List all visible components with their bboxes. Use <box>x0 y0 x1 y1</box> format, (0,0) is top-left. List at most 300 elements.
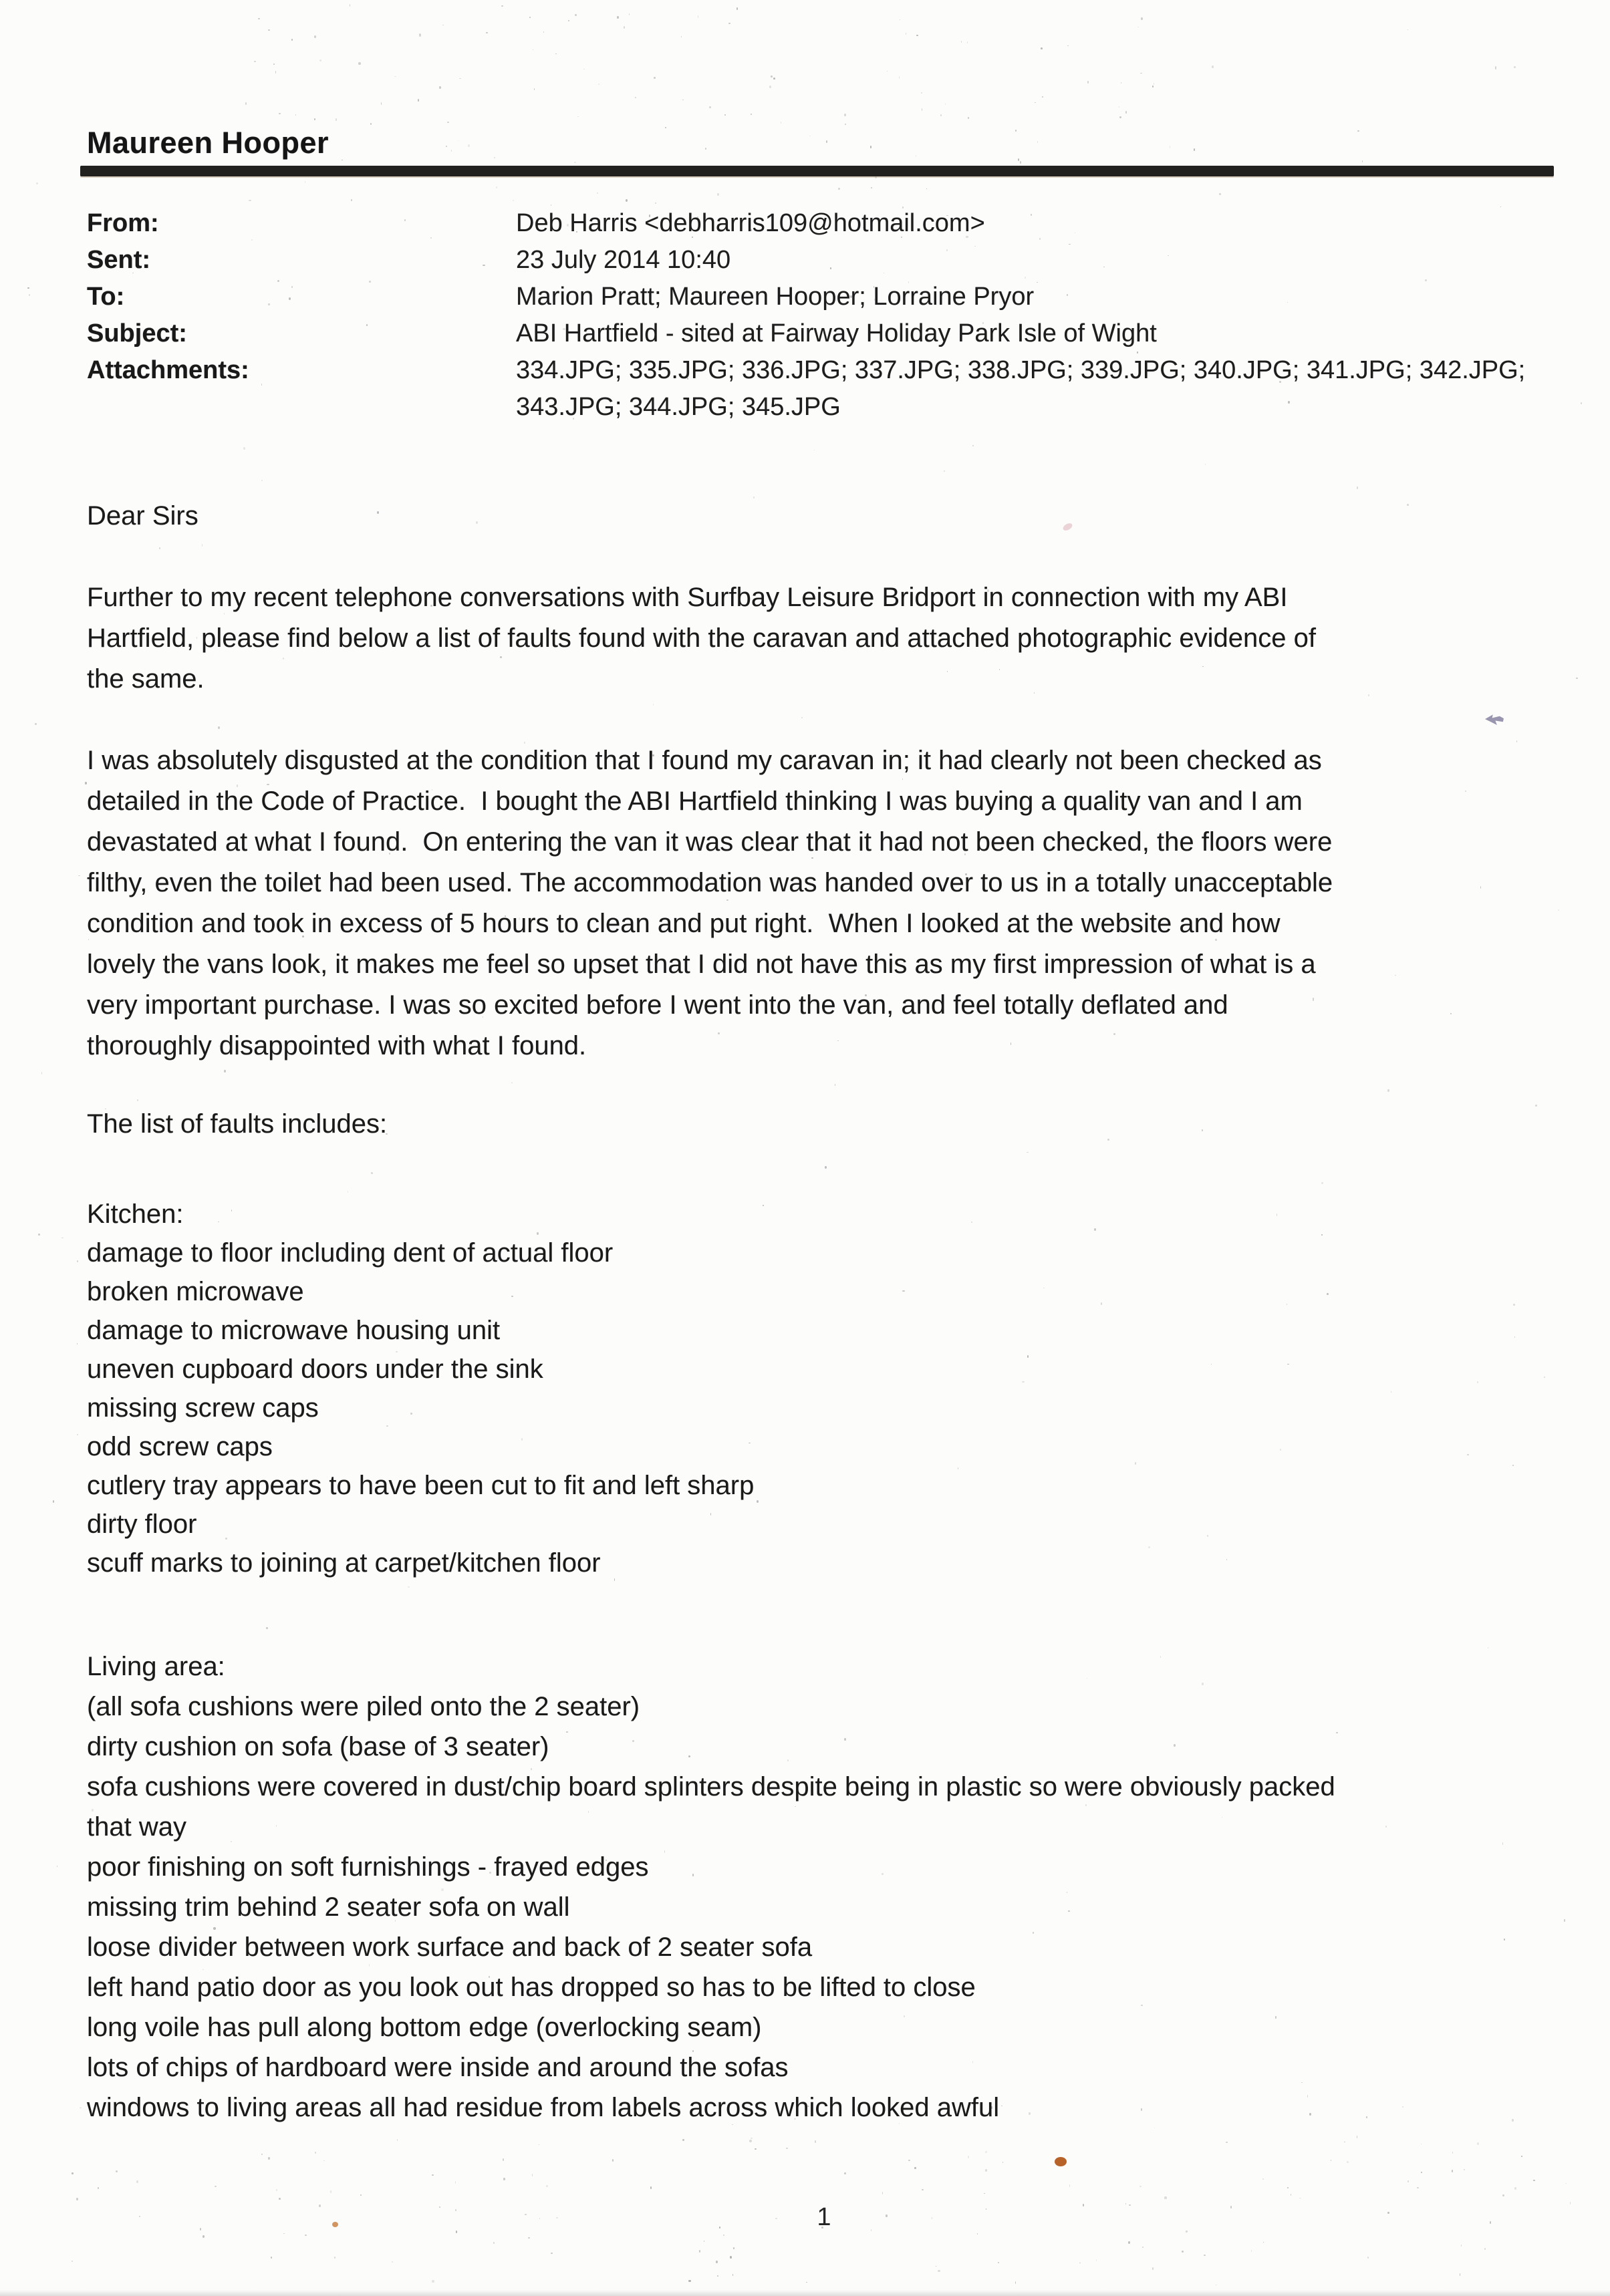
field-label: Attachments: <box>87 356 249 384</box>
noise-speck <box>1387 2212 1389 2214</box>
noise-speck <box>617 16 619 19</box>
noise-speck <box>1212 65 1214 67</box>
fault-item: that way <box>87 1812 186 1842</box>
noise-speck <box>1069 2184 1070 2187</box>
noise-speck <box>612 2159 614 2162</box>
noise-speck <box>1219 193 1221 195</box>
noise-speck <box>1035 102 1036 103</box>
field-value <box>516 279 1034 315</box>
noise-speck <box>446 146 447 147</box>
noise-speck <box>908 2160 910 2161</box>
noise-speck <box>1015 130 1017 132</box>
noise-speck <box>1205 464 1206 465</box>
noise-speck <box>78 875 80 876</box>
noise-speck <box>972 445 974 446</box>
noise-speck <box>577 116 578 117</box>
noise-speck <box>922 2189 924 2190</box>
salutation-and-intro <box>87 496 1597 1066</box>
noise-speck <box>1262 2178 1264 2180</box>
noise-speck <box>1477 2142 1479 2145</box>
noise-speck <box>709 106 711 108</box>
noise-speck <box>977 2233 978 2235</box>
header-rule <box>80 166 1554 176</box>
noise-speck <box>984 2193 985 2194</box>
noise-speck <box>319 2204 321 2206</box>
noise-speck <box>1164 2196 1166 2198</box>
noise-speck <box>1367 2257 1369 2258</box>
noise-speck <box>77 1343 78 1345</box>
blank-line <box>87 537 1597 577</box>
noise-speck <box>1137 27 1139 28</box>
noise-speck <box>1015 2281 1016 2284</box>
noise-speck <box>597 192 599 193</box>
noise-speck <box>1514 66 1516 68</box>
noise-speck <box>501 5 503 7</box>
noise-speck <box>283 2233 285 2234</box>
fault-item: uneven cupboard doors under the sink <box>87 1354 543 1384</box>
noise-speck <box>203 2235 205 2237</box>
noise-speck <box>1119 116 1121 118</box>
noise-speck <box>258 18 260 19</box>
noise-speck <box>968 2156 969 2158</box>
noise-speck <box>556 2217 558 2219</box>
noise-speck <box>555 53 557 54</box>
noise-speck <box>1139 2186 1142 2187</box>
noise-speck <box>53 1500 54 1503</box>
fault-item: left hand patio door as you look out has dropped so has to be lifted to close <box>87 1973 976 2002</box>
field-row <box>87 279 1525 315</box>
noise-speck <box>455 2209 456 2210</box>
noise-speck <box>1152 86 1154 88</box>
noise-speck <box>314 118 315 120</box>
noise-speck <box>215 2186 216 2187</box>
noise-speck <box>914 2167 916 2169</box>
field-label: Sent: <box>87 246 150 274</box>
noise-speck <box>27 287 29 289</box>
noise-speck <box>1570 2202 1571 2204</box>
body-line: filthy, even the toilet had been used. The accommodation was handed over to us in a totally unacceptable <box>87 868 1333 897</box>
noise-speck <box>723 2235 724 2236</box>
noise-speck <box>1407 29 1409 30</box>
noise-speck <box>72 2261 73 2262</box>
noise-speck <box>775 2218 777 2219</box>
noise-speck <box>370 123 372 125</box>
body-line: thoroughly disappointed with what I found. <box>87 1031 587 1060</box>
noise-speck <box>882 2192 884 2194</box>
noise-speck <box>447 122 449 124</box>
noise-speck <box>539 2218 540 2219</box>
noise-speck <box>76 2198 78 2200</box>
noise-speck <box>755 2148 757 2150</box>
noise-speck <box>635 97 636 98</box>
noise-speck <box>698 15 699 18</box>
noise-speck <box>1357 486 1358 489</box>
noise-speck <box>1140 73 1142 74</box>
noise-speck <box>1041 47 1043 49</box>
field-label: Subject: <box>87 319 187 347</box>
noise-speck <box>1096 2259 1097 2261</box>
noise-speck <box>1020 161 1021 164</box>
noise-speck <box>459 78 461 80</box>
noise-speck <box>1018 158 1019 161</box>
kitchen-faults <box>87 1195 1597 1582</box>
noise-speck <box>733 2247 735 2249</box>
noise-speck <box>751 114 752 115</box>
noise-speck <box>41 1072 43 1074</box>
fault-item: lots of chips of hardboard were inside and around the sofas <box>87 2053 789 2082</box>
noise-speck <box>1194 148 1195 151</box>
noise-speck <box>268 29 270 31</box>
noise-speck <box>730 2256 732 2259</box>
noise-speck <box>1344 2142 1345 2143</box>
email-header-fields <box>87 205 1525 426</box>
noise-speck <box>1037 141 1038 143</box>
noise-speck <box>525 2214 527 2215</box>
field-label: To: <box>87 283 125 311</box>
noise-speck <box>1182 2251 1184 2253</box>
noise-speck <box>624 26 625 28</box>
noise-speck <box>323 2160 325 2162</box>
field-row <box>87 352 1525 426</box>
noise-speck <box>394 76 396 78</box>
noise-speck <box>1464 2169 1465 2170</box>
noise-speck <box>749 2140 751 2142</box>
noise-speck <box>35 723 37 725</box>
noise-speck <box>291 39 293 41</box>
noise-speck <box>38 1234 40 1236</box>
noise-speck <box>439 86 441 89</box>
noise-speck <box>1027 1152 1029 1153</box>
noise-speck <box>319 59 321 61</box>
noise-speck <box>279 2198 281 2200</box>
noise-speck <box>844 114 846 116</box>
noise-speck <box>1581 402 1582 404</box>
noise-speck <box>717 2275 718 2277</box>
noise-speck <box>916 35 918 37</box>
noise-speck <box>719 2227 720 2229</box>
noise-speck <box>1142 2247 1144 2248</box>
noise-speck <box>77 1434 78 1435</box>
orange-speck-artifact <box>332 2222 338 2227</box>
noise-speck <box>1407 2180 1410 2182</box>
noise-speck <box>139 2216 140 2217</box>
noise-speck <box>985 2169 987 2172</box>
fault-item: scuff marks to joining at carpet/kitchen floor <box>87 1548 601 1578</box>
noise-speck <box>538 2144 539 2145</box>
noise-speck <box>29 294 30 296</box>
body-line: condition and took in excess of 5 hours to clean and put right. When I looked at the website and how <box>87 909 1281 938</box>
fault-item: dirty floor <box>87 1510 197 1539</box>
noise-speck <box>568 20 570 21</box>
noise-speck <box>351 199 352 200</box>
noise-speck <box>717 193 719 196</box>
noise-speck <box>273 63 275 65</box>
noise-speck <box>279 113 281 115</box>
noise-speck <box>1287 2187 1289 2188</box>
noise-speck <box>72 2172 73 2174</box>
noise-speck <box>268 2157 270 2160</box>
noise-speck <box>381 102 382 104</box>
field-value <box>516 242 730 279</box>
noise-speck <box>815 2140 816 2143</box>
noise-speck <box>682 2139 684 2141</box>
noise-speck <box>36 182 38 184</box>
noise-speck <box>1204 2255 1205 2256</box>
noise-speck <box>1533 2180 1535 2181</box>
noise-speck <box>330 2190 331 2193</box>
noise-speck <box>575 14 577 16</box>
noise-speck <box>845 124 846 125</box>
noise-speck <box>967 41 968 43</box>
noise-speck <box>998 2262 999 2263</box>
noise-speck <box>716 2261 718 2263</box>
noise-speck <box>1125 2203 1126 2204</box>
noise-speck <box>1387 1089 1389 1091</box>
noise-speck <box>773 78 775 80</box>
noise-speck <box>439 2206 440 2208</box>
noise-speck <box>838 188 840 190</box>
noise-speck <box>314 35 316 38</box>
noise-speck <box>371 1172 373 1174</box>
field-value <box>516 352 1525 426</box>
fault-item: long voile has pull along bottom edge (overlocking seam) <box>87 2013 762 2042</box>
noise-speck <box>243 447 245 450</box>
noise-speck <box>844 2172 846 2174</box>
noise-speck <box>1067 45 1068 47</box>
noise-speck <box>116 2170 118 2172</box>
body-line: Further to my recent telephone conversations with Surfbay Leisure Bridport in connection with my ABI <box>87 583 1288 612</box>
noise-speck <box>1362 160 1363 162</box>
noise-speck <box>1347 2161 1349 2163</box>
noise-speck <box>455 2181 456 2184</box>
noise-speck <box>532 2174 533 2176</box>
noise-speck <box>1521 2156 1522 2157</box>
fault-item: missing screw caps <box>87 1393 319 1423</box>
noise-speck <box>875 176 877 178</box>
noise-speck <box>1321 1182 1323 1184</box>
noise-speck <box>732 2274 734 2275</box>
fault-item: cutlery tray appears to have been cut to fit and left sharp <box>87 1471 755 1500</box>
noise-speck <box>266 1627 268 1628</box>
noise-speck <box>705 148 706 150</box>
noise-speck <box>534 88 535 90</box>
field-row <box>87 242 1525 279</box>
noise-speck <box>1417 2187 1419 2188</box>
noise-speck <box>276 2189 277 2191</box>
noise-speck <box>261 2154 263 2155</box>
noise-speck <box>98 2187 99 2189</box>
noise-speck <box>1452 2170 1454 2172</box>
fault-item: sofa cushions were covered in dust/chip board splinters despite being in plastic so were obviously packed <box>87 1772 1335 1802</box>
noise-speck <box>626 199 628 202</box>
fault-section-heading: Kitchen: <box>87 1199 184 1229</box>
noise-speck <box>360 2194 362 2195</box>
noise-speck <box>945 103 946 105</box>
noise-speck <box>358 62 360 65</box>
noise-speck <box>598 84 599 85</box>
noise-speck <box>1251 2250 1252 2253</box>
noise-speck <box>1495 66 1496 69</box>
fault-item: (all sofa cushions were piled onto the 2 seater) <box>87 1692 640 1721</box>
noise-speck <box>468 144 470 147</box>
noise-speck <box>334 2257 336 2259</box>
noise-speck <box>1484 2248 1486 2250</box>
noise-speck <box>305 2235 307 2236</box>
noise-speck <box>1357 130 1359 132</box>
noise-speck <box>986 2208 987 2210</box>
noise-speck <box>1087 81 1089 84</box>
noise-speck <box>1083 2204 1084 2206</box>
noise-speck <box>724 114 726 116</box>
field-label: From: <box>87 209 159 237</box>
noise-speck <box>985 2151 987 2153</box>
noise-speck <box>392 2261 393 2263</box>
page-number: 1 <box>817 2203 831 2231</box>
noise-speck <box>1565 2183 1567 2184</box>
fault-item: damage to microwave housing unit <box>87 1316 501 1345</box>
fault-item: dirty cushion on sofa (base of 3 seater) <box>87 1732 549 1761</box>
noise-speck <box>1079 2262 1081 2264</box>
noise-speck <box>870 146 871 148</box>
noise-speck <box>137 1099 139 1101</box>
noise-speck <box>1128 2241 1130 2243</box>
noise-speck <box>1186 2231 1188 2232</box>
noise-speck <box>1152 2267 1154 2270</box>
noise-speck <box>688 2280 690 2282</box>
noise-speck <box>932 2217 933 2220</box>
noise-speck <box>1452 2152 1453 2154</box>
noise-speck <box>825 1166 827 1169</box>
noise-speck <box>254 61 256 62</box>
fault-item: odd screw caps <box>87 1432 273 1461</box>
blank-line <box>87 700 1597 740</box>
noise-speck <box>494 157 495 158</box>
fault-item: broken microwave <box>87 1277 304 1306</box>
noise-speck <box>1170 146 1171 148</box>
body-line: the same. <box>87 664 205 694</box>
noise-speck <box>528 2237 530 2239</box>
noise-speck <box>806 2282 808 2283</box>
noise-speck <box>665 127 666 128</box>
fault-item: missing trim behind 2 seater sofa on wall <box>87 1892 570 1922</box>
noise-speck <box>496 186 497 188</box>
noise-speck <box>1125 111 1127 114</box>
noise-speck <box>295 114 296 116</box>
noise-speck <box>655 202 657 204</box>
noise-speck <box>736 7 738 10</box>
noise-speck <box>1514 2187 1516 2190</box>
noise-speck <box>926 188 927 189</box>
noise-speck <box>921 92 922 94</box>
noise-speck <box>511 1083 513 1084</box>
fault-item: windows to living areas all had residue from labels across which looked awful <box>87 2093 1000 2122</box>
noise-speck <box>271 2257 272 2259</box>
fault-item: poor finishing on soft furnishings - frayed edges <box>87 1852 649 1882</box>
noise-speck <box>1502 2194 1504 2197</box>
field-value-line: Marion Pratt; Maureen Hooper; Lorraine Pryor <box>516 283 1035 311</box>
noise-speck <box>944 470 945 472</box>
noise-speck <box>503 2158 504 2161</box>
noise-speck <box>458 140 460 141</box>
noise-speck <box>1461 2245 1462 2247</box>
noise-speck <box>315 2152 317 2154</box>
body-line: Hartfield, please find below a list of faults found with the caravan and attached photographic evidence of <box>87 623 1316 653</box>
orange-dot-artifact <box>1055 2157 1067 2166</box>
noise-speck <box>432 2280 434 2283</box>
noise-speck <box>1042 96 1043 98</box>
noise-speck <box>397 2139 398 2141</box>
field-value-line: ABI Hartfield - sited at Fairway Holiday Park Isle of Wight <box>516 319 1157 347</box>
noise-speck <box>275 71 276 74</box>
noise-speck <box>451 150 452 152</box>
noise-speck <box>940 114 942 116</box>
noise-speck <box>1121 82 1122 84</box>
body-line: I was absolutely disgusted at the condition that I found my caravan in; it had clearly not been checked as <box>87 746 1322 775</box>
noise-speck <box>419 33 421 36</box>
noise-speck <box>938 2270 940 2272</box>
noise-speck <box>1490 2221 1491 2224</box>
noise-speck <box>1141 17 1142 20</box>
noise-speck <box>136 2180 138 2183</box>
field-value-line: Deb Harris <debharris109@hotmail.com> <box>516 209 985 237</box>
noise-speck <box>224 1070 226 1072</box>
noise-speck <box>899 76 900 79</box>
fault-section-heading: Living area: <box>87 1652 225 1681</box>
noise-speck <box>574 162 576 163</box>
noise-speck <box>546 2185 548 2187</box>
field-value <box>516 205 985 242</box>
field-value-line: 23 July 2014 10:40 <box>516 246 731 274</box>
body-line: detailed in the Code of Practice. I bought the ABI Hartfield thinking I was buying a quality van and I am <box>87 786 1303 816</box>
noise-speck <box>654 77 656 79</box>
noise-speck <box>769 86 771 88</box>
noise-speck <box>432 2174 434 2176</box>
fault-section-heading: The list of faults includes: <box>87 1109 388 1139</box>
noise-speck <box>543 31 544 33</box>
field-row <box>87 315 1525 352</box>
noise-speck <box>493 2242 495 2244</box>
noise-speck <box>650 2186 652 2188</box>
noise-speck <box>61 1238 63 1239</box>
body-line: very important purchase. I was so excited before I went into the van, and feel totally deflated and <box>87 990 1228 1020</box>
noise-speck <box>771 76 773 78</box>
noise-speck <box>1129 2204 1131 2206</box>
noise-speck <box>728 23 730 24</box>
noise-speck <box>961 41 962 43</box>
living-area-faults <box>87 1646 1597 2128</box>
noise-speck <box>418 99 419 101</box>
noise-speck <box>1230 2206 1232 2208</box>
noise-speck <box>513 200 515 201</box>
noise-speck <box>786 2148 788 2149</box>
noise-speck <box>826 140 827 143</box>
fault-item: loose divider between work surface and back of 2 seater sofa <box>87 1932 813 1962</box>
field-value <box>516 315 1157 352</box>
field-row <box>87 205 1525 242</box>
noise-speck <box>336 118 337 121</box>
noise-speck <box>751 2138 753 2140</box>
noise-speck <box>408 1586 409 1587</box>
field-value-line: 343.JPG; 344.JPG; 345.JPG <box>516 393 841 421</box>
field-value-line: 334.JPG; 335.JPG; 336.JPG; 337.JPG; 338.JPG; 339.JPG; 340.JPG; 341.JPG; 342.JPG; <box>516 356 1526 384</box>
body-line: Dear Sirs <box>87 501 198 531</box>
fault-item: damage to floor including dent of actual floor <box>87 1238 614 1268</box>
noise-speck <box>681 36 682 37</box>
noise-speck <box>1263 2242 1264 2243</box>
noise-speck <box>503 2178 505 2180</box>
body-line: devastated at what I found. On entering the van it was clear that it had not been checked, the floors were <box>87 827 1333 857</box>
noise-speck <box>871 187 872 188</box>
